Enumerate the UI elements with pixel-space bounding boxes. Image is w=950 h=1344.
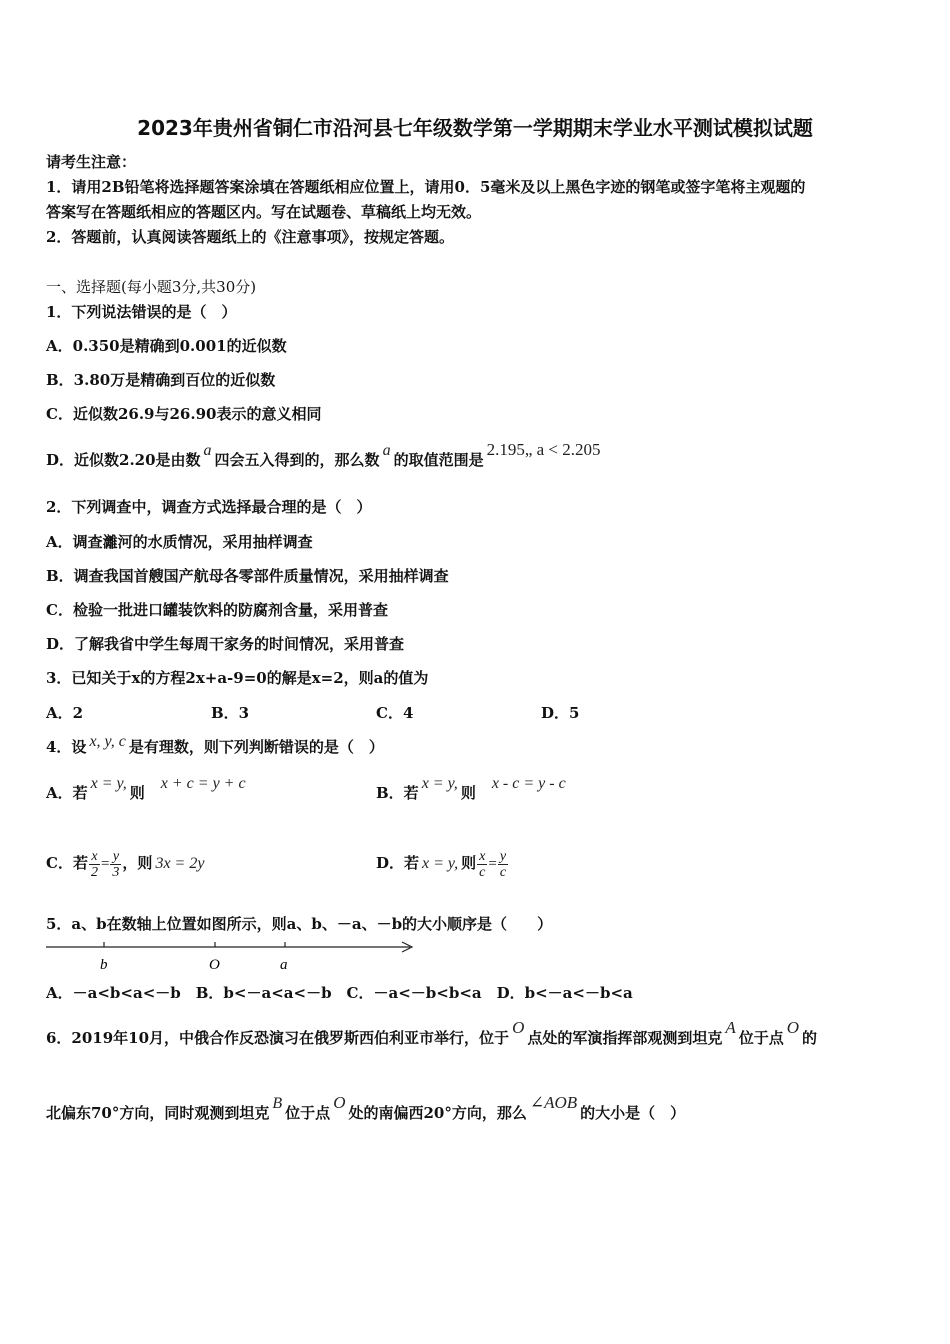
- question-2-option-a: A．调查灕河的水质情况，采用抽样调查: [46, 533, 313, 551]
- q6-l2-point-o: O: [333, 1093, 346, 1112]
- q4-stem-pre: 4．设: [46, 738, 87, 756]
- q4-d-equals: =: [488, 856, 497, 872]
- notice-item-1-line-2: 答案写在答题纸相应的答题区内。写在试题卷、草稿纸上均无效。: [46, 203, 482, 221]
- question-3-stem: 3．已知关于x的方程2x+a-9=0的解是x=2，则a的值为: [46, 669, 429, 687]
- q4-c-pre: C．若: [46, 854, 88, 872]
- q6-l1-mid2: 位于点: [738, 1029, 784, 1047]
- q4-d-fraction-2: [498, 849, 508, 880]
- q4-c-f1-numerator: x: [89, 849, 100, 865]
- q4-b-pre: B．若: [376, 784, 419, 802]
- question-4-stem: [46, 733, 384, 758]
- notice-item-1-line-1: 1．请用2B铅笔将选择题答案涂填在答题纸相应位置上，请用0．5毫米及以上黑色字迹的钢笔或签字笔将主观题的: [46, 178, 806, 196]
- q4-d-f1-numerator: x: [479, 848, 486, 864]
- q6-l1-point-o-2: O: [786, 1018, 800, 1037]
- axis-label-b: b: [100, 957, 108, 973]
- q6-l2-post: 的大小是（ ）: [580, 1104, 686, 1122]
- q4-c-result: 3x = 2y: [155, 855, 205, 872]
- question-2-stem: 2．下列调查中，调查方式选择最合理的是（ ）: [46, 498, 372, 516]
- q6-l1-post: 的: [802, 1029, 818, 1047]
- q1-d-text-post: 的取值范围是: [393, 451, 484, 469]
- axis-label-o: O: [209, 957, 220, 973]
- q4-stem-vars: x, y, c: [89, 733, 126, 750]
- q1-d-var-a-2: a: [382, 442, 391, 459]
- q4-a-result: x + c = y + c: [160, 775, 246, 792]
- question-4-option-b: [376, 775, 569, 804]
- axis-label-a: a: [280, 957, 288, 973]
- q4-b-then: 则: [460, 784, 476, 802]
- question-5-options: A．－a<b<a<－b B．b<－a<a<－b C．－a<－b<b<a D．b<－a<－b<a: [46, 984, 633, 1002]
- q4-c-fraction-1: [89, 849, 100, 880]
- question-4-option-d: [376, 844, 509, 883]
- number-line-figure: [46, 938, 426, 978]
- section-heading: 一、选择题(每小题3分,共30分): [46, 278, 257, 296]
- q1-d-text-pre: D．近似数2.20是由数: [46, 451, 201, 469]
- q6-l1-pre: 6．2019年10月，中俄合作反恐演习在俄罗斯西伯利亚市举行，位于: [46, 1029, 510, 1047]
- q4-d-then: 则: [461, 854, 477, 872]
- q4-d-f2-denominator: c: [499, 864, 507, 880]
- q4-stem-post: 是有理数，则下列判断错误的是（ ）: [128, 738, 384, 756]
- q1-d-range-formula: 2.195„ a < 2.205: [486, 440, 601, 459]
- question-6-line-2: [46, 1093, 686, 1124]
- question-1-option-b: B．3.80万是精确到百位的近似数: [46, 371, 276, 389]
- q4-a-pre: A．若: [46, 784, 88, 802]
- question-1-option-a: A．0.350是精确到0.001的近似数: [46, 337, 287, 355]
- notice-item-2: 2．答题前，认真阅读答题纸上的《注意事项》，按规定答题。: [46, 228, 454, 246]
- question-2-option-c: C．检验一批进口罐装饮料的防腐剂含量，采用普查: [46, 601, 388, 619]
- q4-a-condition: x = y,: [90, 775, 127, 792]
- q4-d-f1-denominator: c: [479, 864, 486, 880]
- q4-c-fraction-2: [110, 849, 121, 880]
- q4-c-mid: ，则: [122, 854, 153, 872]
- q4-b-condition: x = y,: [421, 775, 458, 792]
- question-1-option-c: C．近似数26.9与26.90表示的意义相同: [46, 405, 322, 423]
- q6-l1-point-a: A: [725, 1018, 736, 1037]
- q6-l1-mid: 点处的军演指挥部观测到坦克: [527, 1029, 723, 1047]
- notice-heading: 请考生注意：: [46, 153, 137, 171]
- q6-l2-mid2: 处的南偏西20°方向，那么: [348, 1104, 527, 1122]
- question-3-option-b: B．3: [211, 704, 250, 722]
- q4-d-condition: x = y,: [422, 855, 459, 872]
- q4-b-result: x - c = y - c: [491, 775, 566, 792]
- q4-c-f1-denominator: 2: [90, 864, 98, 880]
- question-2-option-d: D．了解我省中学生每周干家务的时间情况，采用普查: [46, 635, 405, 653]
- q6-l2-pre: 北偏东70°方向，同时观测到坦克: [46, 1104, 270, 1122]
- question-4-option-a: [46, 775, 249, 804]
- q4-a-then: 则: [129, 784, 145, 802]
- q1-d-text-mid: 四会五入得到的，那么数: [214, 451, 380, 469]
- page-title: 2023年贵州省铜仁市沿河县七年级数学第一学期期末学业水平测试模拟试题: [137, 116, 813, 140]
- question-4-option-c: [46, 844, 207, 883]
- question-3-option-d: D．5: [541, 704, 580, 722]
- q4-d-pre: D．若: [376, 854, 420, 872]
- q6-l1-point-o-1: O: [512, 1018, 525, 1037]
- q6-l2-point-b: B: [272, 1095, 283, 1112]
- question-1-option-d: [46, 440, 604, 471]
- question-3-option-a: A．2: [46, 704, 84, 722]
- q4-c-f2-numerator: y: [110, 849, 121, 865]
- question-1-stem: 1．下列说法错误的是（ ）: [46, 303, 237, 321]
- number-line-svg: [46, 938, 426, 978]
- q4-c-equals: =: [100, 856, 110, 872]
- q6-l2-angle: ∠AOB: [529, 1093, 578, 1112]
- q4-c-f2-denominator: 3: [112, 864, 120, 880]
- q6-l2-mid: 位于点: [285, 1104, 331, 1122]
- question-3-option-c: C．4: [376, 704, 414, 722]
- question-6-line-1: [46, 1018, 818, 1048]
- q1-d-var-a-1: a: [203, 442, 212, 459]
- question-5-stem: 5．a、b在数轴上位置如图所示，则a、b、－a、－b的大小顺序是（ ）: [46, 915, 553, 933]
- question-2-option-b: B．调查我国首艘国产航母各零部件质量情况，采用抽样调查: [46, 567, 449, 585]
- q4-d-f2-numerator: y: [499, 848, 507, 864]
- q4-d-fraction-1: [477, 849, 487, 880]
